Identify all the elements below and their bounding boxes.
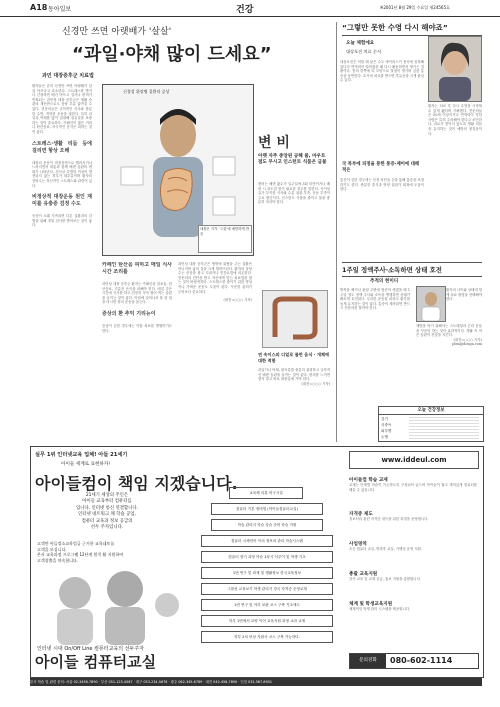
main-article: [32, 22, 332, 442]
ad-taglines: [37, 541, 187, 563]
ad-tagline: 고객창출을 약속합니다.: [37, 557, 79, 563]
health-info-row-2: 식중독: [381, 423, 392, 427]
ad-body-lines: [57, 493, 157, 531]
health-info-grid: [409, 417, 479, 439]
illustration-caption: 신경성 위장병 질환의 증상: [123, 89, 170, 94]
ad-tagline: 고객을 모십니다.: [37, 546, 67, 552]
ad-brand: 아이들 컴퓨터교실: [35, 653, 157, 671]
ad-right-block: 아이들컴 학습 교재: [349, 478, 388, 483]
main-body-col-1: 환자들은 흔히 신경만 쓰면 아랫배가 살살 아프다고 호소한다. 스트레스를 받거나 긴장하면 배가 아프고 설사나 변비가 반복되는 과민성 대장 증후군은 생활 습관의 개선만으로도 상당 부분 좋아질 수 있다. 전문의들은 규칙적인 식사와 충분한 수면, 적당한 운동을 권한다. 특히 과일과 야채를 많이 섭취해 섬유질을 보충하는 것이 중요하다. 카페인이 많은 커피나 탄산음료, 자극적인 음식은 피하는 것이 좋다. 스트레스·생활 리듬 등에 걸리면 항상 오해 대장의 운동이 비정상적으로 빨라지거나 느려지면서 복통과 함께 배변 습관의 변화가 나타난다. 검사상 특별한 이상이 발견되지 않는 경우가 대부분이며 환자의 상당수는 정신적인 스트레스와 관련이 있다. 비정상적 대장운동 원인 재미를 유충증 검정 수도 증상이 오래 지속되면 다른 질환과의 감별을 위해 정밀 검사를 받아보는 것이 좋다.: [32, 84, 92, 228]
page-number: A18: [30, 3, 48, 12]
right-top-headline: “그렇만 못한 수영 다시 해야죠”: [342, 22, 482, 36]
ad-phone-box: [349, 653, 479, 669]
ad-logo: www.iddeul.com: [349, 451, 479, 469]
kids-halftone-graphic: [35, 565, 185, 645]
page-header: [0, 0, 500, 17]
main-body-col-3: 과민성 대장 증후군은 생명에 위협을 주는 질환은 아니지만 삶의 질을 크게 떨어뜨린다. 환자의 상당수는 증상을 참고 지내거나 민간요법에 의존한다. 전문의의 진단을 받고 자신에게 맞는 치료법을 찾는 것이 바람직하다. 스트레스를 줄이기 위한 명상이나 가벼운 운동도 도움이 된다. 꾸준한 관리가 무엇보다 중요하다. (대전=○○○ 기자): [178, 262, 252, 303]
ad-line: 컴퓨터 교육과 정보 공급의: [81, 518, 133, 524]
main-kicker: 신경만 쓰면 아랫배가 '살살': [62, 27, 172, 37]
side-article: [258, 132, 330, 432]
flow-step: 컴퓨터 장기 과정 학습 1차시 이루이 및 학생 기초: [201, 551, 333, 563]
side-badge: 변 비: [258, 135, 290, 151]
ad-line: 21세기 세상의 주인은: [85, 493, 129, 498]
issue-date: ※2001년 8월 29일 수요일 제24565호: [380, 5, 450, 10]
photo-caption: 대장은 기가 ‘그것’에 예민하게 반응: [198, 225, 252, 253]
right-bottom-email: pbm@donga.com: [452, 342, 482, 347]
flow-step: 교육체 리뷰 어구시설: [229, 487, 303, 499]
ad-right-block: 체계 및 학생교육지원: [349, 602, 393, 607]
main-byline-tag: 과민 대장증후군 치료법: [42, 73, 94, 79]
main-illustration: [102, 84, 254, 256]
flow-step: 학부 1번에서 교양 이어 교육지원 과정 교과 교재: [201, 615, 333, 627]
ad-phone-number: 080-602-1114: [390, 656, 453, 665]
flow-step: 1번 연구 및 화재 및 생활정보 한국교육정보: [201, 567, 333, 579]
side-body-1: 변비는 배변 횟수가 일주일에 3회 미만이거나 배변 시 과도한 힘이 필요한 경우를 말한다. 식이섬유가 부족한 식사와 수분 섭취 부족, 운동 부족이 주요 원인이다. 인스턴트 식품을 줄이고 물을 충분히 마셔야 한다.: [258, 182, 330, 205]
main-headline: “과일·야채 많이 드세요”: [72, 44, 272, 65]
doctor-photo: [416, 286, 446, 322]
ad-line: 선두 주자입니다.: [90, 525, 124, 531]
ad-headline: 아이들컴이 책임 지겠습니다.: [35, 474, 238, 493]
right-bottom-body-1: 발목을 삐거나 관절 주변에 염증이 생겼을 때 1주일 정도 정액 주사와 소독을 병행하면 상태가 빠르게 호전된다. 무리한 운동을 피하고 환부를 높게 유지하는 것이 좋다. 통증이 계속되면 반드시 전문의를 찾아야 한다.: [340, 288, 410, 311]
flow-step: 컴퓨터 기본 정비법 (아이들컴퓨터교실): [211, 503, 323, 515]
right-bottom-name-tag: 추적의 현미디: [370, 279, 399, 284]
side-sub-heading: 연 속이스의 디얼로 물만 음식 · 개체에 대한 적합: [258, 352, 330, 363]
doctor-portrait-icon: [417, 287, 445, 321]
main-sub-heading-4: 증상의 환 추익 기리뉴이: [102, 310, 156, 317]
ad-sub-line: 아이들 세계로 표현하자!: [61, 462, 111, 467]
ad-slogan: 인터넷 시대 On/Off Line 컴퓨터교육의 선두주자: [37, 646, 144, 652]
ad-line: 입니다. 인터넷 통신 연결합니다.: [75, 505, 139, 511]
right-top-name-tag: 오늘 체험에요: [346, 41, 375, 46]
flow-step: 그룹성 교육보기 학생 관리기 경국 자격증 운영교재: [201, 583, 333, 595]
right-bottom-body-2: 환자의 나이와 상태에 맞게 치료 방법을 선택해야 한다.: [446, 288, 482, 302]
health-info-title: 오늘 건강정보: [379, 407, 483, 415]
flow-step: 학습 관리지 학습 강습 준비 학습 지원: [211, 519, 323, 531]
right-bottom-body-3: 재발을 막기 위해서는 스트레칭과 근력 운동을 꾸준히 하는 것이 효과적이다. 생활 속 작은 습관이 건강을 지킨다. (대전=○○○ 기자) pbm@donga.com: [416, 324, 482, 347]
main-sub-heading-1: 스트레스·생활 리듬 등에 걸리면 항상 오해: [32, 140, 92, 154]
right-top-body-2: 통증이 심한 경우에는 신경 차단술 등을 통해 통증을 조절하기도 한다. 충분한 휴식과 영양 섭취가 회복에 도움이 된다.: [340, 178, 424, 192]
ad-right-block: 총괄 교육지원: [349, 572, 378, 577]
ad-line: 아이들 교육부터 컴퓨터를: [82, 499, 132, 505]
flow-step: 학부 2차 비상 지원사 코스 구축 가능하다.: [201, 631, 333, 643]
right-bottom-article: [340, 262, 482, 402]
side-illustration: [262, 290, 328, 348]
right-top-sub-heading: 국 복부에 피정을 통한 통증·제어에 대해 적은: [342, 162, 420, 173]
woman-portrait-icon: [429, 37, 481, 101]
ad-tagline: 본사 교육과정 프로그램 12단계 원칙 활 지원하여: [37, 552, 124, 558]
interviewee-photo: [428, 36, 482, 102]
ad-flow-chart: [191, 487, 341, 657]
main-sub-heading-3: 카페인 탄산음 피하고 매일 식사시간 조리를: [102, 262, 172, 275]
main-sub-heading-2: 비정상적 대장운동 원인 재미를 유충증 검정 수도: [32, 194, 92, 208]
right-top-body-1: 대상포진은 어릴 때 앓은 수두 바이러스가 몸속에 잠복해 있다가 면역력이 떨어졌을 때 다시 활동하면서 생기는 질환이다. 몸의 한쪽에 띠 모양으로 물집이 생기며 심한 통증을 동반한다. 초기에 치료를 받으면 후유증을 크게 줄일 수 있다.: [340, 60, 424, 83]
ad-phone-label: 문의전화: [350, 654, 386, 668]
flow-step: 컴퓨터 국제언어 이의 정보의 관리 학습시스템: [201, 535, 333, 547]
health-info-row-3: 피부병: [381, 429, 392, 433]
main-body-col-2: 카페인 탄산음 피하고 매일 식사시간 조리를 과민성 대장 증후군 환자는 카페인과 알코올, 탄산음료, 기름진 음식을 피해야 한다. 매일 같은 시간에 식사를 하고 천천히 꼭꼭 씹어 먹는 습관을 들이는 것이 좋다. 아침에 일어나서 물 한 컵을 마시면 장의 운동을 돕는다. 증상의 환 추익 기리뉴이 증상이 심한 경우에는 약물 치료를 병행하기도 한다.: [102, 262, 172, 333]
ad-bottom-strip: 본사 학습 및 관련 문의: 서울 02-3456-7890 · 부산 051-123-4567 · 대구 053-234-5678 · 광주 062-345-6789 · 대전 042-456-7890 · 인천 032-567-8901: [30, 678, 482, 686]
flow-step: 1번 연구 및 커리 보완 코스 구축 기초에도: [201, 599, 333, 611]
paper-name: 동아일보: [48, 6, 72, 13]
ad-right-block: 사업영역: [349, 542, 367, 547]
ad-top-line: 실무 1위 인터넷교육 업체! 아들 21세기: [35, 452, 128, 458]
section-title: 건강: [236, 5, 254, 15]
ad-right-block: 자격증 제도: [349, 512, 373, 517]
health-info-row-4: 눈병: [381, 435, 388, 439]
ad-line: 인터넷 네트워크 채 학습 공업,: [78, 512, 136, 518]
main-reporter: (대전=○○○ 기자): [223, 298, 252, 303]
health-info-box: [378, 406, 484, 442]
right-top-article: [340, 22, 482, 258]
side-reporter: (대전=○○○ 기자): [301, 381, 330, 386]
ad-right-blocks: 아이들컴 학습 교재 교재는 단계별 학습이 가능하도록 구성되어 있으며 아이들이 쉽고 재미있게 컴퓨터를 배울 수 있습니다. 자격증 제도 정보처리 관련 자격증 취득을 위한 과정을 운영합니다. 사업영역 초등 컴퓨터 교실, 방과후 교실, 가맹점 운영 지원. 총괄 교육지원 강사 교육 및 교재 공급, 홍보 지원을 총괄합니다. 체계 및 학생교육지원 체계적인 학생 관리 시스템을 제공합니다.: [349, 478, 477, 611]
side-intro: 아랫 자주 중앙된 공해 물, 마우트 점도 무시고 인스턴트 식품은 금물: [258, 154, 327, 166]
ad-banner: [30, 446, 484, 678]
side-body-2: 과일이나 야채, 잡곡류를 충분히 섭취하고 규칙적인 배변 습관을 들이는 것이 좋다. 변의를 느끼면 참지 말고 바로 화장실에 가야 한다. (대전=○○○ 기자): [258, 368, 330, 386]
ad-tagline: 고객만 아들컴소교육업급 근거한 교육네트를: [37, 541, 115, 546]
right-bottom-reporter: (대전=○○○ 기자): [453, 337, 482, 342]
column-divider: [336, 22, 337, 442]
health-info-row-1: 감기: [381, 417, 388, 421]
right-top-subname: 대상포진 치료 순서: [346, 49, 382, 54]
right-top-body-3: 환자는 치료 후 다시 수영을 시작할 수 있게 됐다며 기뻐했다. 전문의들은 50세 이상이거나 면역력이 약한 사람은 특히 주의해야 한다고 조언한다. 피로가 쌓이지 않도록 생활 리듬을 유지하는 것이 예방의 첫걸음이다.: [428, 104, 482, 136]
colon-diagram-icon: [263, 291, 327, 347]
right-bottom-headline: 1주일 정액주사·소독하면 상태 호전: [342, 262, 482, 277]
